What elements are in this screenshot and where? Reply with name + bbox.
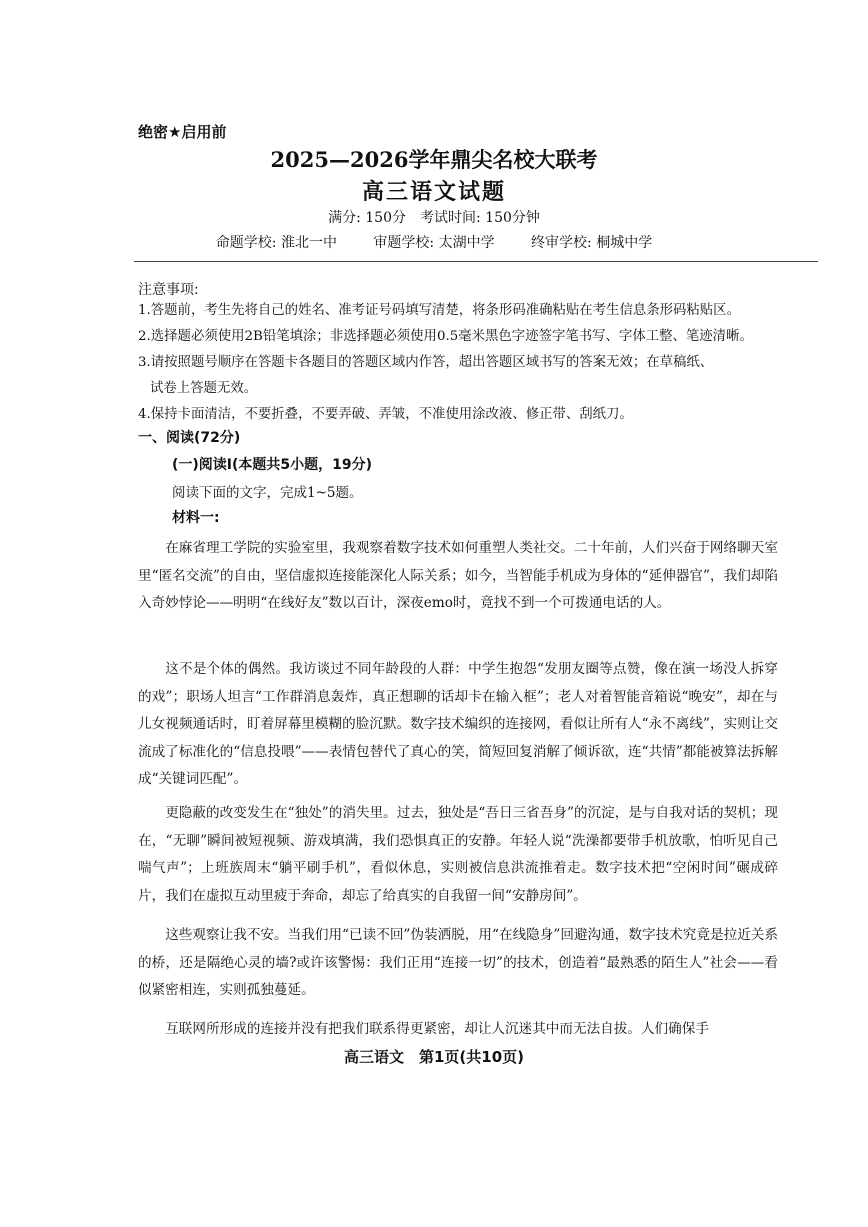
note-item-continuation: 试卷上答题无效。 xyxy=(150,381,258,396)
subsection-heading: (一)阅读Ⅰ(本题共5小题，19分) xyxy=(172,457,373,473)
note-item: 4.保持卡面清洁，不要折叠，不要弄破、弄皱，不准使用涂改液、修正带、刮纸刀。 xyxy=(138,407,633,422)
exam-title: 2025—2026学年鼎尖名校大联考 xyxy=(270,147,598,172)
passage-paragraph: 这些观察让我不安。当我们用“已读不回”伪装洒脱，用“在线隐身”回避沟通，数字技术究竟是拉近关系的桥，还是隔绝心灵的墙?或许该警惕：我们正用“连接一切”的技术，创造着“最熟悉的陌生人”社会——看似紧密相连，实则孤独蔓延。 xyxy=(138,927,778,998)
header-divider xyxy=(134,261,818,262)
passage-paragraph: 互联网所形成的连接并没有把我们联系得更紧密，却让人沉迷其中而无法自拔。人们确保手 xyxy=(165,1021,709,1037)
passage-paragraph: 在麻省理工学院的实验室里，我观察着数字技术如何重塑人类社交。二十年前，人们兴奋于网络聊天室里“匿名交流”的自由，坚信虚拟连接能深化人际关系；如今，当智能手机成为身体的“延伸器官”，我们却陷入奇妙悖论——明明“在线好友”数以百计，深夜emo时，竟找不到一个可拨通电话的人。 xyxy=(138,540,778,611)
school-info xyxy=(0,232,868,252)
instruction-text: 阅读下面的文字，完成1~5题。 xyxy=(172,485,363,501)
section-heading: 一、阅读(72分) xyxy=(138,430,241,446)
note-item: 2.选择题必须使用2B铅笔填涂；非选择题必须使用0.5毫米黑色字迹签字笔书写、字体工整、笔迹清晰。 xyxy=(138,329,753,344)
final-reviewer-school: 终审学校: 桐城中学 xyxy=(531,235,653,251)
confidential-label: 绝密★启用前 xyxy=(138,123,227,141)
note-item-text: 3.请按照题号顺序在答题卡各题目的答题区域内作答，超出答题区域书写的答案无效；在草稿纸、 xyxy=(138,355,714,370)
note-item xyxy=(138,350,778,402)
page-footer: 高三语文 第1页(共10页) xyxy=(343,1048,525,1066)
material-label: 材料一: xyxy=(172,510,220,526)
passage-paragraph: 更隐蔽的改变发生在“独处”的消失里。过去，独处是“吾日三省吾身”的沉淀，是与自我对话的契机；现在，“无聊”瞬间被短视频、游戏填满，我们恐惧真正的安静。年轻人说“洗澡都要带手机放歌，怕听见自己喘气声”；上班族周末“躺平刷手机”，看似休息，实则被信息洪流推着走。数字技术把“空闲时间”碾成碎片，我们在虚拟互动里疲于奔命，却忘了给真实的自我留一间“安静房间”。 xyxy=(138,805,778,904)
reviewer-school: 审题学校: 太湖中学 xyxy=(373,235,495,251)
score-time-info: 满分: 150分 考试时间: 150分钟 xyxy=(328,210,540,226)
exam-subject-title: 高三语文试题 xyxy=(361,179,506,205)
passage-paragraph: 这不是个体的偶然。我访谈过不同年龄段的人群：中学生抱怨“发朋友圈等点赞，像在演一场没人拆穿的戏”；职场人坦言“工作群消息轰炸，真正想聊的话却卡在输入框”；老人对着智能音箱说“晚安”，却在与儿女视频通话时，盯着屏幕里模糊的脸沉默。数字技术编织的连接网，看似让所有人“永不离线”，实则让交流成了标准化的“信息投喂”——表情包替代了真心的笑，简短回复消解了倾诉欲，连“共情”都能被算法拆解成“关键词匹配”。 xyxy=(138,661,778,787)
note-item: 1.答题前，考生先将自己的姓名、准考证号码填写清楚，将条形码准确粘贴在考生信息条形码粘贴区。 xyxy=(138,303,740,318)
notes-title: 注意事项: xyxy=(138,282,199,298)
setter-school: 命题学校: 淮北一中 xyxy=(215,235,337,251)
